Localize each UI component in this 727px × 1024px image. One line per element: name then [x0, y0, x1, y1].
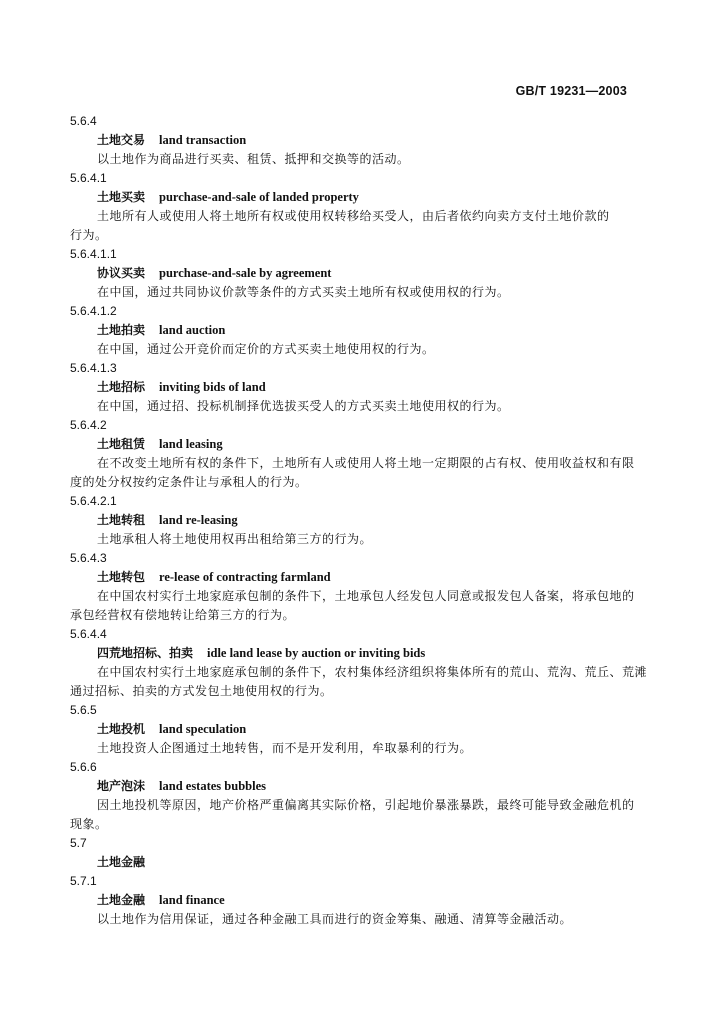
term-chinese: 土地转包	[97, 570, 146, 584]
term-english: purchase-and-sale by agreement	[159, 266, 332, 280]
definition-text: 在中国，通过公开竞价而定价的方式买卖土地使用权的行为。	[97, 342, 435, 356]
term-entry	[97, 321, 225, 339]
section-number: 5.6.5	[70, 703, 97, 717]
definition-text: 土地承租人将土地使用权再出租给第三方的行为。	[97, 532, 373, 546]
definition-continuation: 度的处分权按约定条件让与承租人的行为。	[70, 475, 308, 489]
standard-code-header: GB/T 19231—2003	[515, 84, 627, 98]
section-number: 5.6.4.1	[70, 171, 107, 185]
section-number: 5.6.6	[70, 760, 97, 774]
term-entry	[97, 891, 225, 909]
definition-text: 土地所有人或使用人将土地所有权或使用权转移给买受人，由后者依约向卖方支付土地价款的	[97, 209, 610, 223]
definition-text: 因土地投机等原因，地产价格严重偏离其实际价格，引起地价暴涨暴跌，最终可能导致金融危机的	[97, 798, 635, 812]
definition-continuation: 现象。	[70, 817, 108, 831]
definition-text: 土地投资人企图通过土地转售，而不是开发利用，牟取暴利的行为。	[97, 741, 473, 755]
term-entry	[97, 131, 246, 149]
term-english: land re-leasing	[159, 513, 238, 527]
section-number: 5.6.4.1.3	[70, 361, 117, 375]
term-entry	[97, 568, 331, 586]
section-number: 5.6.4.2	[70, 418, 107, 432]
definition-text: 在中国农村实行土地家庭承包制的条件下，土地承包人经发包人同意或报发包人备案，将承包地的	[97, 589, 635, 603]
section-number: 5.6.4.4	[70, 627, 107, 641]
term-entry	[97, 777, 266, 795]
term-chinese: 土地招标	[97, 380, 146, 394]
section-number: 5.6.4.3	[70, 551, 107, 565]
term-english: purchase-and-sale of landed property	[159, 190, 359, 204]
term-chinese: 四荒地招标、拍卖	[97, 646, 194, 660]
definition-text: 以土地作为商品进行买卖、租赁、抵押和交换等的活动。	[97, 152, 410, 166]
term-entry	[97, 264, 331, 282]
term-english: land transaction	[159, 133, 247, 147]
section-number: 5.7	[70, 836, 87, 850]
term-entry	[97, 378, 266, 396]
term-english: land leasing	[159, 437, 223, 451]
definition-continuation: 行为。	[70, 228, 108, 242]
definition-text: 在中国，通过共同协议价款等条件的方式买卖土地所有权或使用权的行为。	[97, 285, 510, 299]
definition-continuation: 通过招标、拍卖的方式发包土地使用权的行为。	[70, 684, 333, 698]
definition-text: 以土地作为信用保证，通过各种金融工具而进行的资金筹集、融通、清算等金融活动。	[97, 912, 573, 926]
term-chinese: 土地交易	[97, 133, 146, 147]
definition-text: 在不改变土地所有权的条件下，土地所有人或使用人将土地一定期限的占有权、使用收益权和有限	[97, 456, 635, 470]
term-chinese: 土地买卖	[97, 190, 146, 204]
term-english: land auction	[159, 323, 226, 337]
term-english: idle land lease by auction or inviting bids	[207, 646, 426, 660]
term-english: inviting bids of land	[159, 380, 266, 394]
term-entry	[97, 188, 359, 206]
term-entry	[97, 435, 223, 453]
term-chinese: 土地拍卖	[97, 323, 146, 337]
term-chinese: 土地金融	[97, 855, 146, 869]
section-number: 5.6.4.1.1	[70, 247, 117, 261]
term-english: land estates bubbles	[159, 779, 266, 793]
term-entry	[97, 511, 238, 529]
term-english: re-lease of contracting farmland	[159, 570, 331, 584]
section-number: 5.6.4	[70, 114, 97, 128]
term-chinese: 土地转租	[97, 513, 146, 527]
term-chinese: 协议买卖	[97, 266, 146, 280]
term-chinese: 土地投机	[97, 722, 146, 736]
term-entry	[97, 644, 425, 662]
term-entry	[97, 720, 246, 738]
term-english: land speculation	[159, 722, 247, 736]
definition-text: 在中国，通过招、投标机制择优选拔买受人的方式买卖土地使用权的行为。	[97, 399, 510, 413]
term-entry	[97, 853, 159, 871]
section-number: 5.6.4.1.2	[70, 304, 117, 318]
term-chinese: 地产泡沫	[97, 779, 146, 793]
term-chinese: 土地金融	[97, 893, 146, 907]
section-number: 5.6.4.2.1	[70, 494, 117, 508]
definition-text: 在中国农村实行土地家庭承包制的条件下，农村集体经济组织将集体所有的荒山、荒沟、荒丘、荒滩	[97, 665, 648, 679]
definition-continuation: 承包经营权有偿地转让给第三方的行为。	[70, 608, 296, 622]
term-chinese: 土地租赁	[97, 437, 146, 451]
section-number: 5.7.1	[70, 874, 97, 888]
term-english: land finance	[159, 893, 225, 907]
